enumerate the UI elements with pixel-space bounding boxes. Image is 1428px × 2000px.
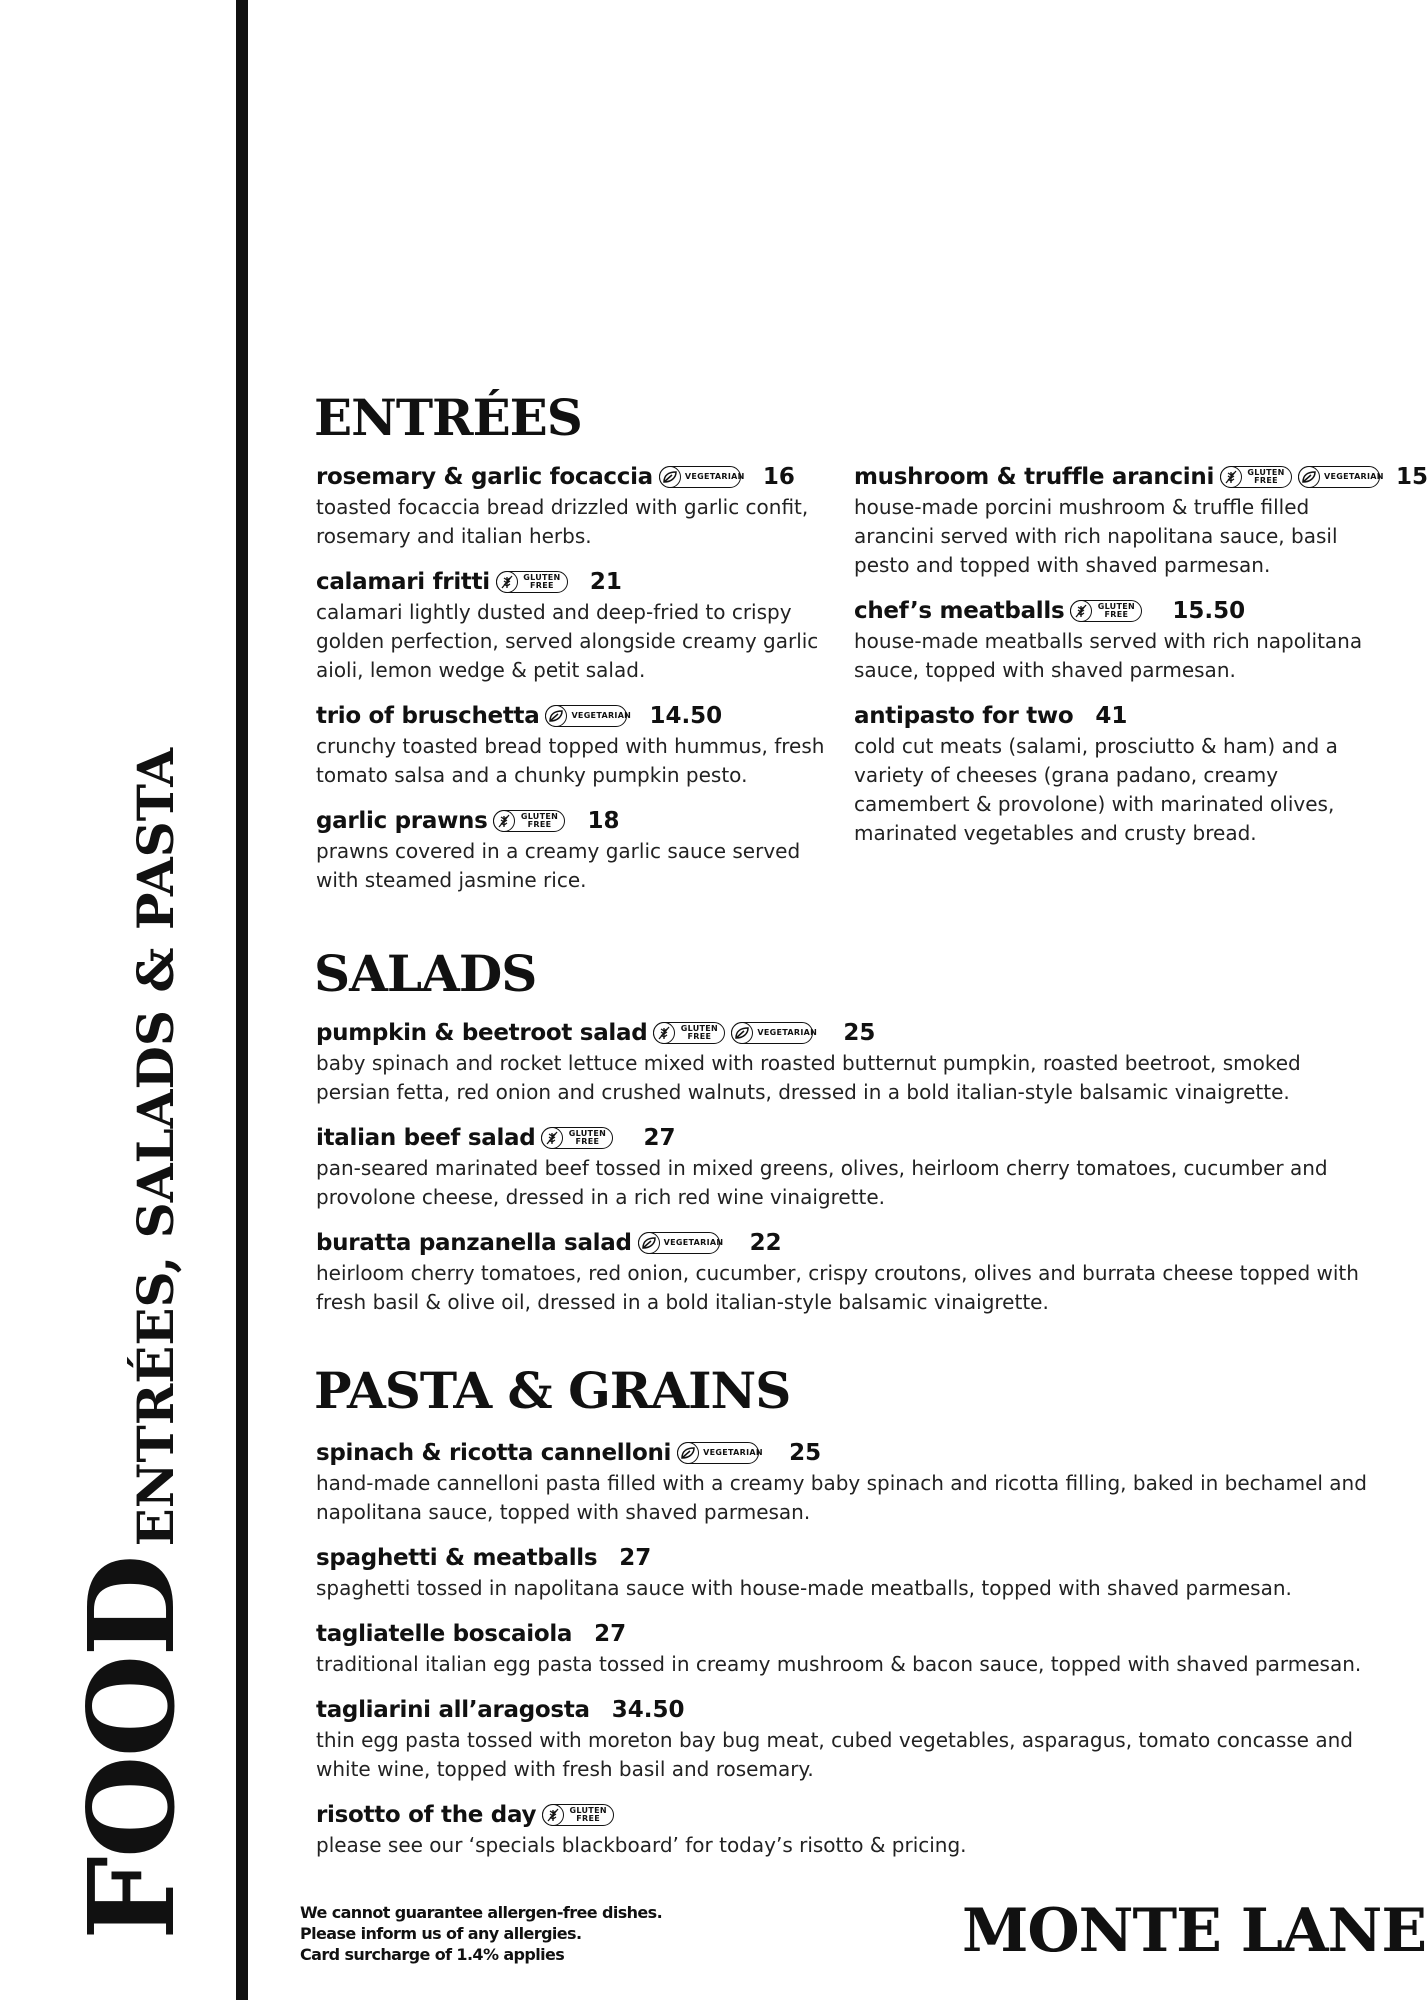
menu-item (854, 596, 1374, 685)
item-price: 27 (594, 1621, 627, 1647)
menu-item (316, 1619, 1376, 1679)
pasta-list (316, 1438, 1376, 1876)
menu-item (316, 1695, 1376, 1784)
menu-item (316, 1543, 1376, 1603)
vegetarian-badge: VEGETARIAN (677, 1442, 759, 1464)
item-name: italian beef salad (316, 1125, 536, 1151)
gluten-free-badge: GLUTEN FREE (653, 1022, 725, 1044)
wheat-icon (493, 810, 515, 832)
entrees-right-column (854, 462, 1428, 864)
menu-item (316, 1018, 1376, 1107)
item-price: 15.50 (1172, 598, 1246, 624)
wheat-icon (1070, 600, 1092, 622)
gluten-free-badge: GLUTEN FREE (542, 1804, 614, 1826)
menu-item (316, 567, 826, 685)
item-name: mushroom & truffle arancini (854, 464, 1215, 490)
item-description: spaghetti tossed in napolitana sauce with house-made meatballs, topped with shaved parmesan. (316, 1576, 1292, 1600)
item-name: antipasto for two (854, 703, 1074, 729)
menu-item (316, 1438, 1376, 1527)
item-name: pumpkin & beetroot salad (316, 1020, 648, 1046)
wheat-icon (653, 1022, 675, 1044)
item-description: hand-made cannelloni pasta filled with a creamy baby spinach and ricotta filling, baked in bechamel and napolitana sauce, topped with shaved parmesan. (316, 1471, 1367, 1524)
menu-item (316, 1123, 1376, 1212)
side-title (62, 748, 201, 1940)
gluten-free-badge: GLUTEN FREE (496, 571, 568, 593)
item-price: 18 (587, 808, 620, 834)
item-price: 21 (589, 569, 622, 595)
salads-list (316, 1018, 1376, 1333)
item-price: 41 (1095, 703, 1128, 729)
menu-item (316, 462, 826, 551)
item-name: rosemary & garlic focaccia (316, 464, 653, 490)
gluten-free-badge: GLUTEN FREE (1220, 466, 1292, 488)
vegetarian-badge: VEGETARIAN (1298, 466, 1380, 488)
leaf-icon (731, 1022, 753, 1044)
leaf-icon (659, 466, 681, 488)
item-price: 25 (843, 1020, 876, 1046)
menu-item (854, 701, 1374, 848)
vegetarian-badge: VEGETARIAN (659, 466, 741, 488)
item-description: please see our ‘specials blackboard’ for today’s risotto & pricing. (316, 1833, 967, 1857)
item-description: calamari lightly dusted and deep-fried to crispy golden perfection, served alongside creamy garlic aioli, lemon wedge & petit salad. (316, 600, 819, 682)
item-price: 25 (789, 1440, 822, 1466)
item-description: toasted focaccia bread drizzled with garlic confit, rosemary and italian herbs. (316, 495, 809, 548)
leaf-icon (638, 1232, 660, 1254)
item-name: garlic prawns (316, 808, 488, 834)
item-name: tagliatelle boscaiola (316, 1621, 573, 1647)
vegetarian-badge: VEGETARIAN (638, 1232, 720, 1254)
item-price: 15 (1396, 464, 1428, 490)
section-title-pasta-grains: PASTA & GRAINS (314, 1361, 791, 1420)
item-name: tagliarini all’aragosta (316, 1697, 590, 1723)
vegetarian-badge: VEGETARIAN (545, 705, 627, 727)
item-description: house-made meatballs served with rich napolitana sauce, topped with shaved parmesan. (854, 629, 1363, 682)
item-description: cold cut meats (salami, prosciutto & ham) and a variety of cheeses (grana padano, creamy camembert & provolone) with marinated olives, marinated vegetables and crusty bread. (854, 734, 1338, 845)
menu-item (854, 462, 1428, 580)
gluten-free-badge: GLUTEN FREE (541, 1127, 613, 1149)
section-title-salads: SALADS (314, 944, 537, 1003)
allergen-notice: We cannot guarantee allergen-free dishes. Please inform us of any allergies. Card surcharge of 1.4% applies (300, 1903, 663, 1964)
item-name: spaghetti & meatballs (316, 1545, 598, 1571)
item-price: 16 (762, 464, 795, 490)
vegetarian-badge: VEGETARIAN (731, 1022, 813, 1044)
item-name: calamari fritti (316, 569, 490, 595)
side-title-food: FOOD (62, 1556, 201, 1940)
section-title-entrees: ENTRÉES (314, 388, 582, 447)
menu-item (316, 701, 826, 790)
item-price: 27 (643, 1125, 676, 1151)
menu-item (316, 806, 826, 895)
vertical-divider-bar (236, 0, 248, 2000)
item-name: risotto of the day (316, 1802, 537, 1828)
wheat-icon (1220, 466, 1242, 488)
brand-logo: MONTE LANE (962, 1896, 1427, 1966)
item-price: 34.50 (611, 1697, 685, 1723)
gluten-free-badge: GLUTEN FREE (1070, 600, 1142, 622)
leaf-icon (677, 1442, 699, 1464)
item-description: house-made porcini mushroom & truffle filled arancini served with rich napolitana sauce, basil pesto and topped with shaved parmesan. (854, 495, 1338, 577)
leaf-icon (545, 705, 567, 727)
item-name: spinach & ricotta cannelloni (316, 1440, 672, 1466)
item-description: crunchy toasted bread topped with hummus, fresh tomato salsa and a chunky pumpkin pesto. (316, 734, 825, 787)
item-description: prawns covered in a creamy garlic sauce served with steamed jasmine rice. (316, 839, 801, 892)
item-description: thin egg pasta tossed with moreton bay bug meat, cubed vegetables, asparagus, tomato concasse and white wine, topped with fresh basil and rosemary. (316, 1728, 1353, 1781)
item-description: baby spinach and rocket lettuce mixed with roasted butternut pumpkin, roasted beetroot, smoked persian fetta, red onion and crushed walnuts, dressed in a bold italian-style balsamic vinaigrette. (316, 1051, 1301, 1104)
item-name: chef’s meatballs (854, 598, 1065, 624)
item-description: pan-seared marinated beef tossed in mixed greens, olives, heirloom cherry tomatoes, cucumber and provolone cheese, dressed in a rich red wine vinaigrette. (316, 1156, 1328, 1209)
item-description: heirloom cherry tomatoes, red onion, cucumber, crispy croutons, olives and burrata cheese topped with fresh basil & olive oil, dressed in a bold italian-style balsamic vinaigrette. (316, 1261, 1359, 1314)
item-name: trio of bruschetta (316, 703, 540, 729)
item-price: 27 (619, 1545, 652, 1571)
gluten-free-badge: GLUTEN FREE (493, 810, 565, 832)
wheat-icon (541, 1127, 563, 1149)
wheat-icon (542, 1804, 564, 1826)
menu-item (316, 1800, 1376, 1860)
leaf-icon (1298, 466, 1320, 488)
side-title-subtitle: ENTRÉES, SALADS & PASTA (126, 747, 185, 1547)
item-price: 22 (749, 1230, 782, 1256)
item-description: traditional italian egg pasta tossed in creamy mushroom & bacon sauce, topped with shaved parmesan. (316, 1652, 1362, 1676)
item-name: buratta panzanella salad (316, 1230, 632, 1256)
menu-item (316, 1228, 1376, 1317)
item-price: 14.50 (649, 703, 723, 729)
wheat-icon (496, 571, 518, 593)
entrees-left-column (316, 462, 826, 911)
